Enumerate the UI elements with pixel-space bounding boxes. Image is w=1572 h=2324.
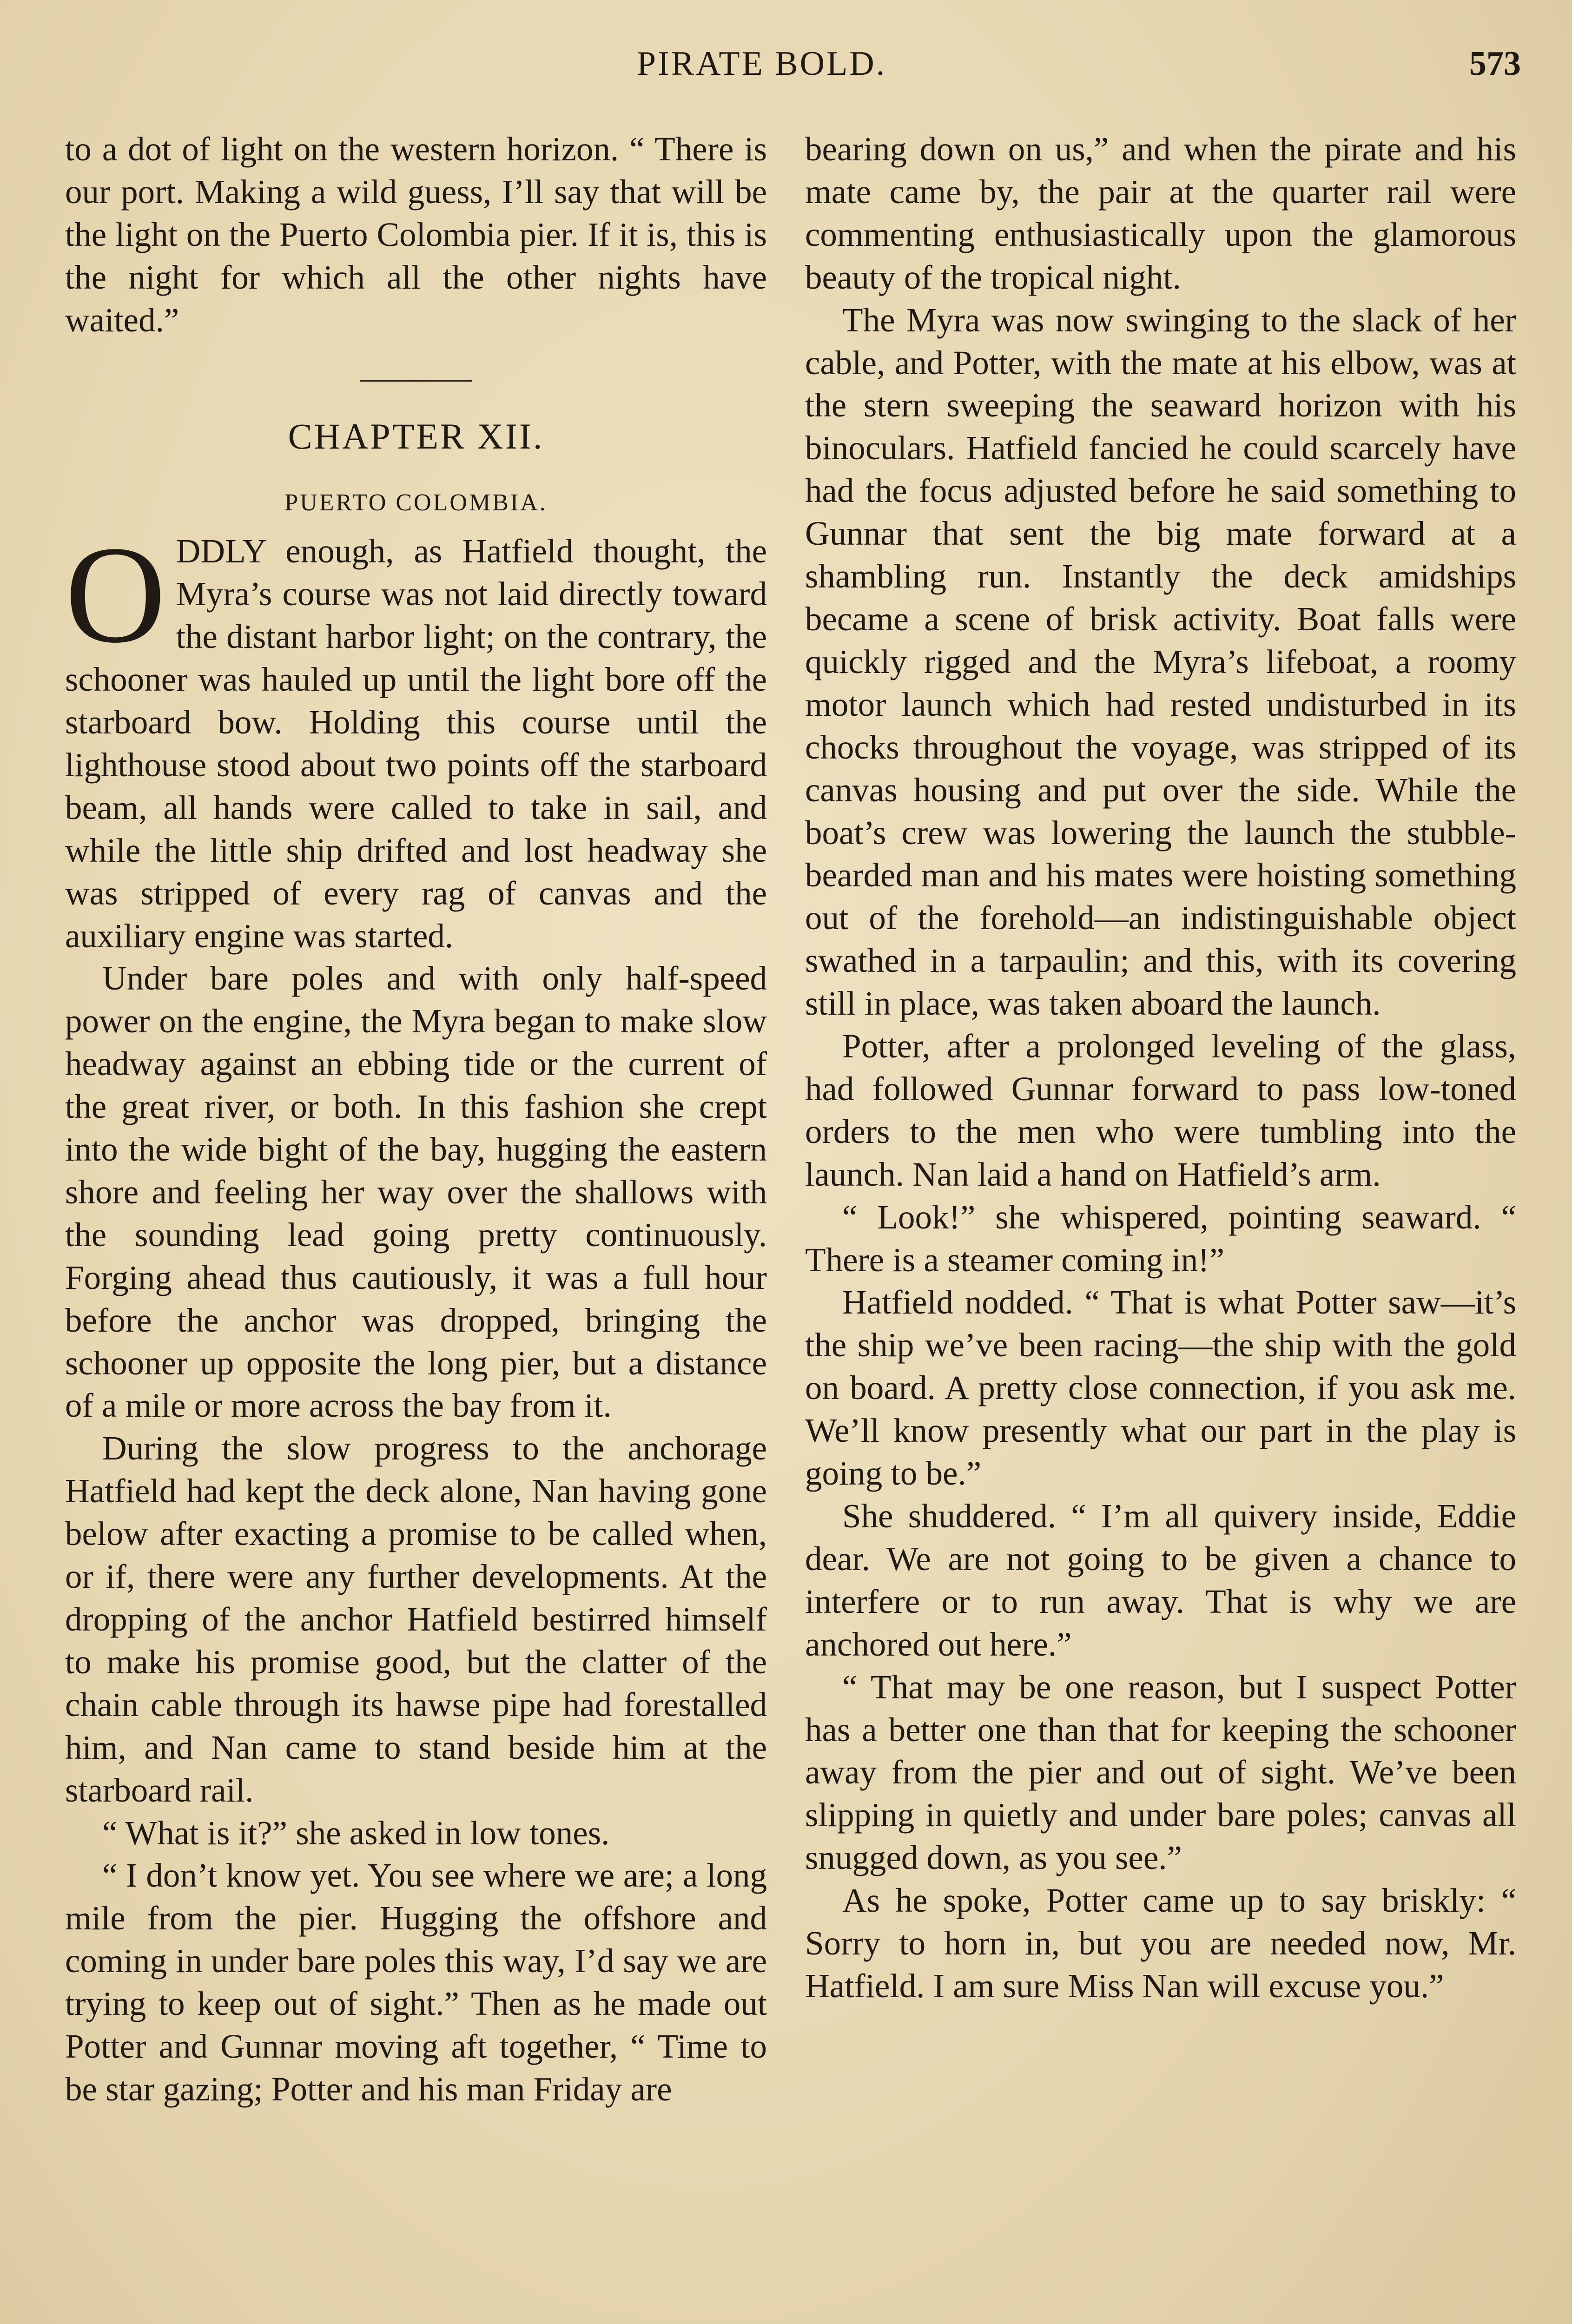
page-header	[0, 44, 1572, 95]
paragraph: During the slow progress to the anchorage Hatfield had kept the deck alone, Nan having gone below after exacting a promise to be called when, or if, there were any further developments. At the dropping of the anchor Hatfield bestirred himself to make his promise good, but the clatter of the chain cable through its hawse pipe had forestalled him, and Nan came to stand beside him at the starboard rail.	[65, 1429, 767, 1809]
paragraph: “ I don’t know yet. You see where we are; a long mile from the pier. Hugging the offshore and coming in under bare poles this way, I’d say we are trying to keep out of sight.” Then as he made out Potter and Gunnar moving aft together, “ Time to be star gazing; Potter and his man Friday are	[65, 1856, 767, 2108]
paragraph: The Myra was now swinging to the slack of her cable, and Potter, with the mate at his elbow, was at the stern sweeping the seaward horizon with his binoculars. Hatfield fancied he could scarcely have had the focus adjusted before he said something to Gunnar that sent the big mate forward at a shambling run. Instantly the deck amidships became a scene of brisk activity. Boat falls were quickly rigged and the Myra’s lifeboat, a roomy motor launch which had rested undisturbed in its chocks throughout the voyage, was stripped of its canvas housing and put over the side. While the boat’s crew was lowering the launch the stubble-bearded man and his mates were hoisting something out of the forehold—an indistinguishable object swathed in a tarpaulin; and this, with its covering still in place, was taken aboard the launch.	[805, 301, 1516, 1023]
paragraph-opening	[65, 517, 767, 957]
section-divider	[360, 380, 472, 382]
paragraph: “ That may be one reason, but I suspect Potter has a better one than that for keeping the schooner away from the pier and out of sight. We’ve been slipping in quietly and under bare poles; canvas all snugged down, as you see.”	[805, 1668, 1516, 1877]
paragraph: “ Look!” she whispered, pointing seaward. “ There is a steamer coming in!”	[805, 1198, 1516, 1279]
paragraph-continued: bearing down on us,” and when the pirate and his mate came by, the pair at the quarter rail were commenting enthusiastically upon the glamorous beauty of the tropical night.	[805, 130, 1516, 296]
paragraph: Potter, after a prolonged leveling of the glass, had followed Gunnar forward to pass low-toned orders to the men who were tumbling into the launch. Nan laid a hand on Hatfield’s arm.	[805, 1027, 1516, 1193]
paragraph: “ What is it?” she asked in low tones.	[102, 1814, 610, 1852]
right-column	[805, 128, 1516, 2007]
paragraph: As he spoke, Potter came up to say briskly: “ Sorry to horn in, but you are needed now, Mr. Hatfield. I am sure Miss Nan will excuse you.”	[805, 1882, 1516, 2005]
paragraph: Hatfield nodded. “ That is what Potter saw—it’s the ship we’ve been racing—the ship with the gold on board. A pretty close connection, if you ask me. We’ll know presently what our part in the play is going to be.”	[805, 1283, 1516, 1492]
left-column	[65, 128, 767, 2111]
paragraph: She shuddered. “ I’m all quivery inside, Eddie dear. We are not going to be given a chance to interfere or to run away. That is why we are anchored out here.”	[805, 1497, 1516, 1663]
page-number: 573	[1469, 45, 1521, 83]
running-title: PIRATE BOLD.	[637, 45, 887, 83]
paragraph: Under bare poles and with only half-speed power on the engine, the Myra began to make slow headway against an ebbing tide or the current of the great river, or both. In this fashion she crept into the wide bight of the bay, hugging the eastern shore and feeling her way over the shallows with the sounding lead going pretty continuously. Forging ahead thus cautiously, it was a full hour before the anchor was dropped, bringing the schooner up opposite the long pier, but a distance of a mile or more across the bay from it.	[65, 959, 767, 1425]
chapter-subtitle: PUERTO COLOMBIA.	[284, 489, 548, 516]
chapter-title: CHAPTER XII.	[288, 416, 544, 456]
paragraph-continued: to a dot of light on the western horizon. “ There is our port. Making a wild guess, I’ll say that will be the light on the Puerto Colombia pier. If it is, this is the night for which all the other nights have waited.”	[65, 130, 767, 339]
drop-cap: O	[65, 517, 166, 672]
paragraph-text: DDLY enough, as Hatfield thought, the Myra’s course was not laid directly toward the distant harbor light; on the contrary, the schooner was hauled up until the light bore off the starboard bow. Holding this course until the lighthouse stood about two points off the starboard beam, all hands were called to take in sail, and while the little ship drifted and lost headway she was stripped of every rag of canvas and the auxiliary engine was started.	[65, 532, 767, 955]
